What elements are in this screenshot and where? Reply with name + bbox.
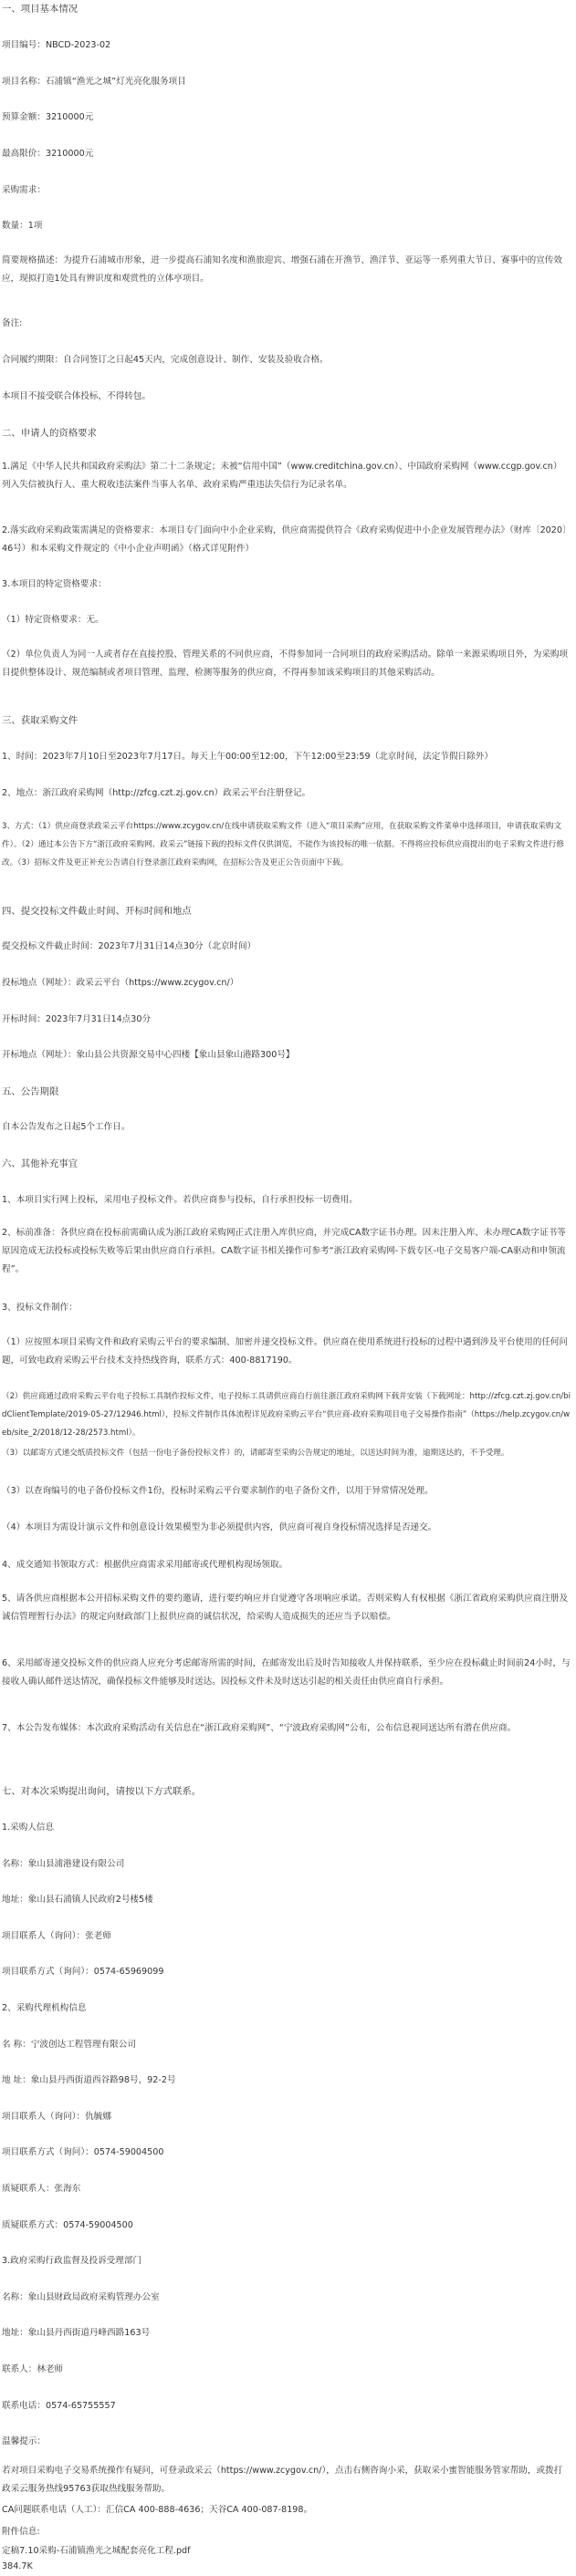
supervision-name: 名称：象山县财政局政府采购管理办公室 — [2, 2292, 160, 2302]
section-requirements-heading: 二、申请人的资格要求 — [2, 428, 97, 439]
docs-place: 2、地点：浙江政府采购网（http://zfcg.czt.zj.gov.cn）政采云平台注册登记。 — [2, 788, 311, 798]
requirement-3-1: （1）特定资格要求：无。 — [2, 615, 104, 625]
requirement-1: 1.满足《中华人民共和国政府采购法》第二十二条规定；未被“信用中国”（www.creditchina.gov.cn）、中国政府采购网（www.ccgp.gov.cn）列入失信被执行人、重大税收违法案件当事人名单、政府采购严重违法失信行为记录名单。 — [2, 462, 562, 490]
buyer-contact-phone: 项目联系方式（询问）：0574-65969099 — [2, 1967, 164, 1977]
attachment-heading: 附件信息: — [2, 2527, 40, 2537]
max-price: 最高限价：3210000元 — [2, 149, 94, 159]
opening-time: 开标时间：2023年7月31日14点30分 — [2, 1014, 152, 1024]
attachment-file-link[interactable]: 定稿7.10采购-石浦镇渔光之城配套亮化工程.pdf — [2, 2546, 191, 2556]
agency-contact-person: 项目联系人（询问）：仇毓娜 — [2, 2112, 111, 2122]
tips-heading: 温馨提示： — [2, 2436, 46, 2446]
agency-heading: 2、采购代理机构信息 — [2, 2003, 87, 2013]
supervision-heading: 3.政府采购行政监督及投诉受理部门 — [2, 2256, 142, 2266]
other-1: 1、本项目实行网上投标，采用电子投标文件。若供应商参与投标，自行承担投标一切费用。 — [2, 1195, 358, 1205]
contract-term: 合同履约期限：自合同签订之日起45天内，完成创意设计、制作、安装及验收合格。 — [2, 355, 329, 365]
section-contact-heading: 七、对本次采购提出询问，请按以下方式联系。 — [2, 1786, 202, 1797]
requirement-3-2: （2）单位负责人为同一人或者存在直接控股、管理关系的不同供应商，不得参加同一合同项目的政府采购活动。除单一来源采购项目外，为采购项目提供整体设计、规范编制或者项目管理、监理、检测等服务的供应商，不得再参加该采购项目的其他采购活动。 — [2, 649, 569, 678]
docs-method: 3、方式：（1）供应商登录政采云平台https://www.zcygov.cn/在线申请获取采购文件（进入“项目采购”应用，在获取采购文件菜单中选择项目，申请获取采购文件）。（2）通过本公告下方“浙江政府采购网、政采云”链接下载的投标文件仅供浏览，不能作为该投标的唯一依据。不得将应投标供应商提出的电子采购文件进行修改。（3）招标文件及更正补充公告请自行登录浙江政府采购网，在招标公告及更正公告页面中下载。 — [2, 822, 564, 867]
requirement-heading: 采购需求： — [2, 185, 46, 195]
no-consortium: 本项目不接受联合体投标，不得转包。 — [2, 391, 152, 401]
requirement-3: 3.本项目的特定资格要求： — [2, 579, 107, 589]
buyer-name: 名称：象山县浦港建设有限公司 — [2, 1859, 125, 1869]
other-3-3: （3）以邮寄方式递交纸质投标文件（包括一份电子备份投标文件）的，请邮寄至采购公告规定的地址，以送达时间为准，逾期送达的，不予受理。 — [2, 1449, 509, 1458]
other-3-2: （2）供应商通过政府采购云平台电子投标工具制作投标文件，电子投标工具请供应商自行前往浙江政府采购网下载并安装（下载网址：http://zfcg.czt.zj.gov.cn/bidClientTemplate/2019-05-27/12946.html），投标文件制作具体流程详见政府采购云平台“供应商-政府采购项目电子交易操作指南”（https://help.zcygov.cn/web/site_2/2018/12-28/2573.html）。 — [2, 1392, 571, 1438]
complaint-contact-phone: 质疑联系方式：0574-59004500 — [2, 2220, 133, 2230]
project-number: 项目编号：NBCD-2023-02 — [2, 40, 111, 50]
spec-overview: 简要规格描述：为提升石浦城市形象，进一步提高石浦知名度和渔旅迎宾、增强石浦在开渔节、渔洋节、亚运等一系列重大节日、赛事中的宣传效应，现拟打造1处具有辨识度和观赏性的立体亭项目。 — [2, 255, 562, 284]
bid-deadline: 提交投标文件截止时间：2023年7月31日14点30分（北京时间） — [2, 941, 257, 951]
ca-contact: CA问题联系电话（人工）：汇信CA 400-888-4636；天谷CA 400-087-8198。 — [2, 2505, 313, 2515]
supervision-contact-phone: 联系电话：0574-65755557 — [2, 2401, 116, 2411]
section-bid-heading: 四、提交投标文件截止时间、开标时间和地点 — [2, 906, 192, 917]
other-3-heading: 3、投标文件制作： — [2, 1303, 78, 1313]
agency-name: 名 称：宁波创达工程管理有限公司 — [2, 2040, 136, 2050]
section-notice-period-heading: 五、公告期限 — [2, 1086, 59, 1097]
agency-address: 地 址：象山县丹西街道西谷路98号，92-2号 — [2, 2075, 176, 2085]
other-3-4: （3）以查询编号的电子备份投标文件1份，投标时采购云平台要求制作的电子备份文件，以用于异常情况处理。 — [2, 1486, 434, 1496]
section-other-heading: 六、其他补充事宜 — [2, 1158, 79, 1169]
tips-body: 若对项目采购电子交易系统操作有疑问，可登录政采云（https://www.zcygov.cn/），点击右侧咨询小采，获取采小蜜智能服务管家帮助，或拨打政采云服务热线95763获取热线服务帮助。 — [2, 2466, 563, 2494]
supervision-address: 地址：象山县丹西街道丹峰西路163号 — [2, 2328, 151, 2338]
agency-contact-phone: 项目联系方式（询问）：0574-59004500 — [2, 2147, 164, 2157]
section-docs-heading: 三、获取采购文件 — [2, 715, 79, 726]
requirement-2: 2.落实政府采购政策需满足的资格要求：本项目专门面向中小企业采购，供应商需提供符合《政府采购促进中小企业发展管理办法》（财库〔2020〕46号）和本采购文件规定的《中小企业声明函》（格式详见附件） — [2, 525, 567, 554]
other-5: 5、请各供应商根据本公开招标采购文件的要约邀请，进行要约响应并自觉遵守各项响应承诺。否则采购人有权根据《浙江省政府采购供应商注册及诚信管理暂行办法》的规定向财政部门上报供应商的诚信状况，给采购人造成损失的还应当予以赔偿。 — [2, 1594, 569, 1622]
opening-place: 开标地点（网址）：象山县公共资源交易中心四楼【象山县象山港路300号】 — [2, 1050, 295, 1060]
other-7: 7、本公告发布媒体：本次政府采购活动有关信息在“浙江政府采购网”、“宁波政府采购网”公布，公布信息视同送达所有潜在供应商。 — [2, 1723, 517, 1733]
other-2: 2、标前准备：各供应商在投标前需确认成为浙江政府采购网正式注册入库供应商，并完成CA数字证书办理。因未注册入库、未办理CA数字证书等原因造成无法投标或投标失败等后果由供应商自行承担。CA数字证书相关操作可参考“浙江政府采购网-下载专区-电子交易客户端-CA驱动和申领流程”。 — [2, 1228, 566, 1274]
buyer-heading: 1.采购人信息 — [2, 1823, 55, 1833]
notice-period: 自本公告发布之日起5个工作日。 — [2, 1122, 131, 1132]
other-3-1: （1）应按照本项目采购文件和政府采购云平台的要求编制、加密并递交投标文件。供应商在使用系统进行投标的过程中遇到涉及平台使用的任何问题，可致电政府采购云平台技术支持热线咨询，联系方式：400-8817190。 — [2, 1337, 569, 1366]
other-4: 4、成交通知书领取方式：根据供应商需求采用邮寄或代理机构现场领取。 — [2, 1560, 288, 1570]
other-3-5: （4）本项目为需设计演示文件和创意设计效果模型为非必须提供内容，供应商可视自身投标情况选择是否递交。 — [2, 1522, 437, 1532]
attachment-size: 384.7K — [2, 2561, 33, 2571]
supervision-contact-person: 联系人：林老师 — [2, 2364, 64, 2374]
project-name: 项目名称：石浦镇“渔光之城”灯光亮化服务项目 — [2, 77, 186, 87]
buyer-address: 地址：象山县石浦镇人民政府2号楼5楼 — [2, 1895, 153, 1905]
section-basic-info-heading: 一、项目基本情况 — [2, 4, 79, 15]
budget-amount: 预算金额：3210000元 — [2, 112, 94, 122]
complaint-contact-person: 质疑联系人：张海东 — [2, 2184, 81, 2194]
bid-place: 投标地点（网址）：政采云平台（https://www.zcygov.cn/） — [2, 978, 239, 988]
docs-time: 1、时间：2023年7月10日至2023年7月17日。每天上午00:00至12:00，下午12:00至23:59（北京时间，法定节假日除外） — [2, 752, 493, 762]
buyer-contact-person: 项目联系人（询问）：张老师 — [2, 1931, 111, 1941]
remark-heading: 备注: — [2, 318, 23, 328]
quantity: 数量：1项 — [2, 221, 43, 231]
other-6: 6、采用邮寄递交投标文件的供应商人应充分考虑邮寄所需的时间，在邮寄发出后及时告知接收人并保持联系，至少应在投标截止时间前24小时，与接收人确认邮件送达情况，确保投标文件能够及时送达。因投标文件未及时送达引起的相关责任由供应商自行承担。 — [2, 1658, 571, 1687]
